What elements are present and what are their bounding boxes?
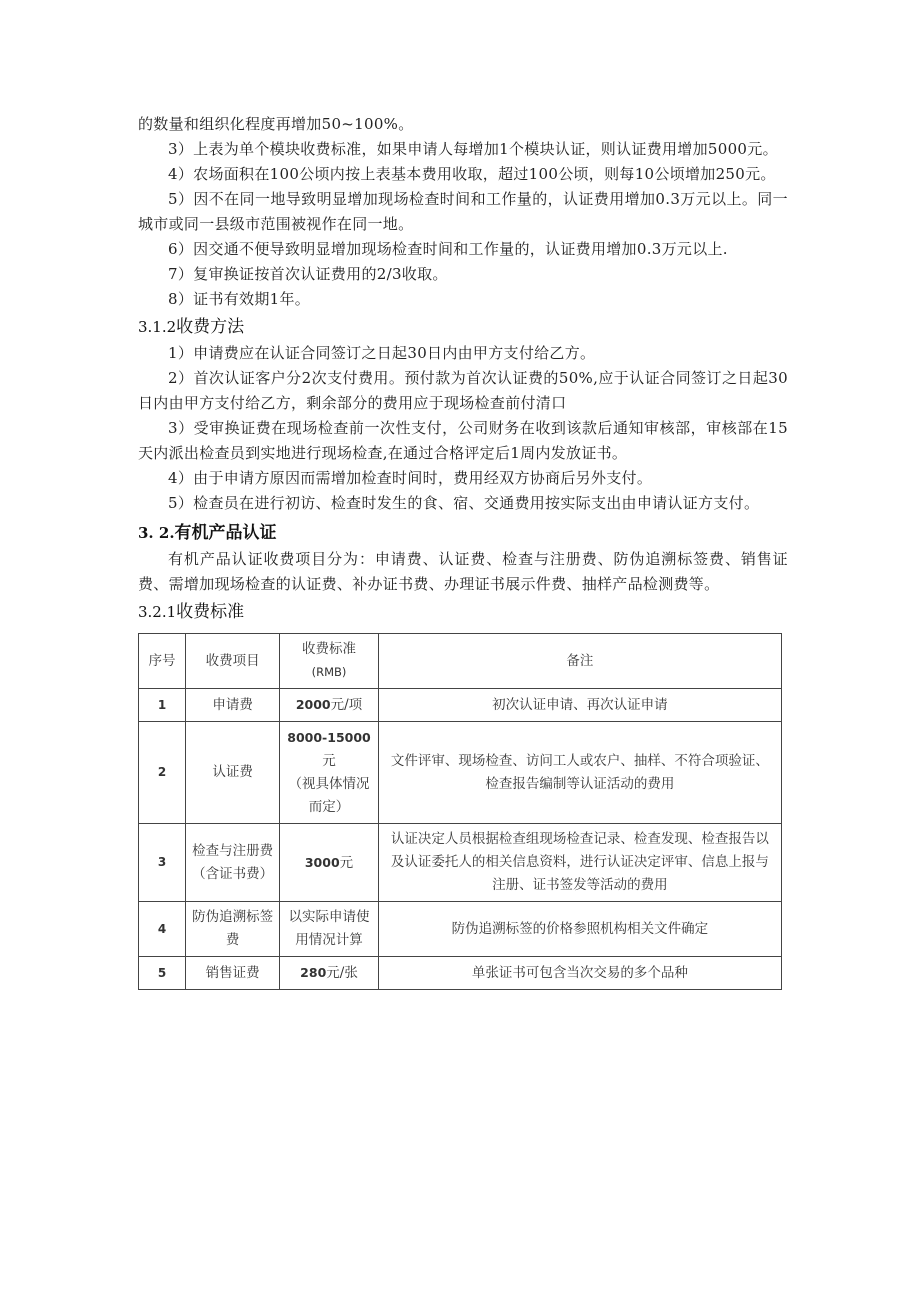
paragraph: 5）因不在同一地导致明显增加现场检查时间和工作量的，认证费用增加0.3万元以上。同一城市或同一县级市范围被视作在同一地。	[138, 190, 788, 233]
table-row	[139, 902, 782, 957]
heading-title: 有机产品认证	[174, 523, 277, 543]
heading-number: 3.2.1	[138, 603, 177, 621]
row-standard	[280, 689, 379, 722]
table-row	[139, 722, 782, 824]
std-unit: 以实际申请使用情况计算	[288, 909, 370, 948]
std-amount: 3000	[304, 854, 340, 870]
row-item: 申请费	[186, 689, 280, 722]
row-note: 单张证书可包含当次交易的多个品种	[378, 957, 781, 990]
row-note: 防伪追溯标签的价格参照机构相关文件确定	[378, 902, 781, 957]
paragraph: 4）农场面积在100公顷内按上表基本费用收取，超过100公顷，则每10公顷增加250元。	[168, 165, 776, 183]
std-amount: 280	[300, 965, 327, 980]
std-amount: 2000	[295, 697, 331, 712]
row-standard	[280, 722, 379, 824]
row-note: 认证决定人员根据检查组现场检查记录、检查发现、检查报告以及认证委托人的相关信息资料，进行认证决定评审、信息上报与注册、证书签发等活动的费用	[378, 824, 781, 902]
row-note: 文件评审、现场检查、访问工人或农户、抽样、不符合项验证、检查报告编制等认证活动的费用	[378, 722, 781, 824]
table-row	[139, 957, 782, 990]
std-unit: 元	[339, 854, 354, 871]
header-standard	[280, 634, 379, 689]
row-note: 初次认证申请、再次认证申请	[378, 689, 781, 722]
header-standard-label: 收费标准	[302, 641, 356, 657]
section-heading-3-2	[138, 520, 788, 546]
paragraph: 有机产品认证收费项目分为：申请费、认证费、检查与注册费、防伪追溯标签费、销售证费、需增加现场检查的认证费、补办证书费、办理证书展示件费、抽样产品检测费等。	[138, 550, 788, 593]
row-no: 1	[139, 689, 186, 722]
row-standard	[280, 902, 379, 957]
row-no: 3	[139, 824, 186, 902]
section-heading-3-2-1	[138, 599, 788, 625]
paragraph: 3）受审换证费在现场检查前一次性支付，公司财务在收到该款后通知审核部，审核部在15天内派出检查员到实地进行现场检查,在通过合格评定后1周内发放证书。	[138, 419, 788, 462]
std-unit: 元/张	[326, 965, 358, 981]
row-item: 检查与注册费（含证书费）	[186, 824, 280, 902]
row-no: 5	[139, 957, 186, 990]
header-note: 备注	[378, 634, 781, 689]
row-item: 认证费	[186, 722, 280, 824]
header-no: 序号	[139, 634, 186, 689]
paragraph: 8）证书有效期1年。	[168, 290, 311, 308]
std-unit: 元	[322, 753, 336, 769]
section-heading-3-1-2	[138, 314, 788, 340]
row-no: 2	[139, 722, 186, 824]
paragraph: 4）由于申请方原因而需增加检查时间时，费用经双方协商后另外支付。	[168, 469, 653, 487]
table-row	[139, 824, 782, 902]
paragraph: 1）申请费应在认证合同签订之日起30日内由甲方支付给乙方。	[168, 344, 596, 362]
row-item: 防伪追溯标签费	[186, 902, 280, 957]
paragraph: 2）首次认证客户分2次支付费用。预付款为首次认证费的50%,应于认证合同签订之日起30日内由甲方支付给乙方，剩余部分的费用应于现场检查前付清口	[138, 369, 788, 412]
fee-table	[138, 633, 782, 990]
paragraph: 的数量和组织化程度再增加50~100%。	[138, 115, 414, 133]
table-row	[139, 689, 782, 722]
heading-title: 收费标准	[176, 602, 245, 622]
row-standard	[280, 957, 379, 990]
paragraph: 3）上表为单个模块收费标准，如果申请人每增加1个模块认证，则认证费用增加5000元。	[168, 140, 778, 158]
paragraph: 6）因交通不便导致明显增加现场检查时间和工作量的，认证费用增加0.3万元以上.	[168, 240, 728, 258]
row-standard	[280, 824, 379, 902]
paragraph: 7）复审换证按首次认证费用的2/3收取。	[168, 265, 448, 283]
std-amount: 8000-15000	[287, 730, 371, 745]
row-item: 销售证费	[186, 957, 280, 990]
paragraph: 5）检查员在进行初访、检查时发生的食、宿、交通费用按实际支出由申请认证方支付。	[168, 494, 760, 512]
document-page	[138, 112, 788, 990]
heading-number: 3.1.2	[138, 318, 177, 336]
heading-number: 3. 2.	[138, 524, 175, 542]
table-header-row	[139, 634, 782, 689]
header-item: 收费项目	[186, 634, 280, 689]
header-standard-unit: (RMB)	[311, 665, 347, 679]
std-unit: 元/项	[330, 697, 363, 713]
heading-title: 收费方法	[176, 317, 245, 337]
row-no: 4	[139, 902, 186, 957]
std-sub: （视具体情况而定）	[288, 776, 370, 815]
